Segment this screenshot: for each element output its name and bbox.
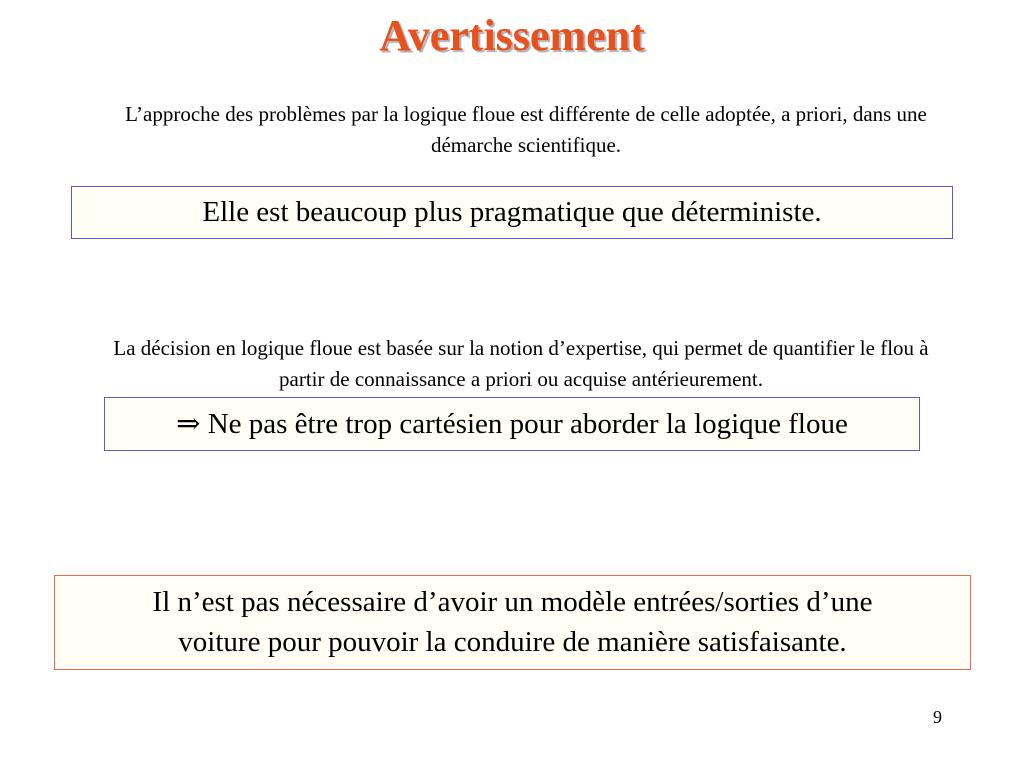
car-box-line-1: Il n’est pas nécessaire d’avoir un modèle entrées/sorties d’une bbox=[152, 586, 873, 618]
slide-title: Avertissement bbox=[379, 11, 645, 60]
car-box-line-2: voiture pour pouvoir la conduire de manière satisfaisante. bbox=[178, 626, 847, 658]
decision-paragraph: La décision en logique floue est basée sur la notion d’expertise, qui permet de quantifier le flou à partir de connaissance a priori ou acquise antérieurement. bbox=[113, 336, 929, 391]
cartesian-statement-box: ⇒ Ne pas être trop cartésien pour aborder la logique floue bbox=[104, 397, 920, 451]
intro-paragraph: L’approche des problèmes par la logique floue est différente de celle adoptée, a priori, dans une démarche scientifique. bbox=[125, 102, 927, 157]
pragmatic-statement-box: Elle est beaucoup plus pragmatique que déterministe. bbox=[71, 186, 953, 239]
car-model-statement-box bbox=[54, 575, 971, 670]
page-number: 9 bbox=[933, 707, 942, 727]
